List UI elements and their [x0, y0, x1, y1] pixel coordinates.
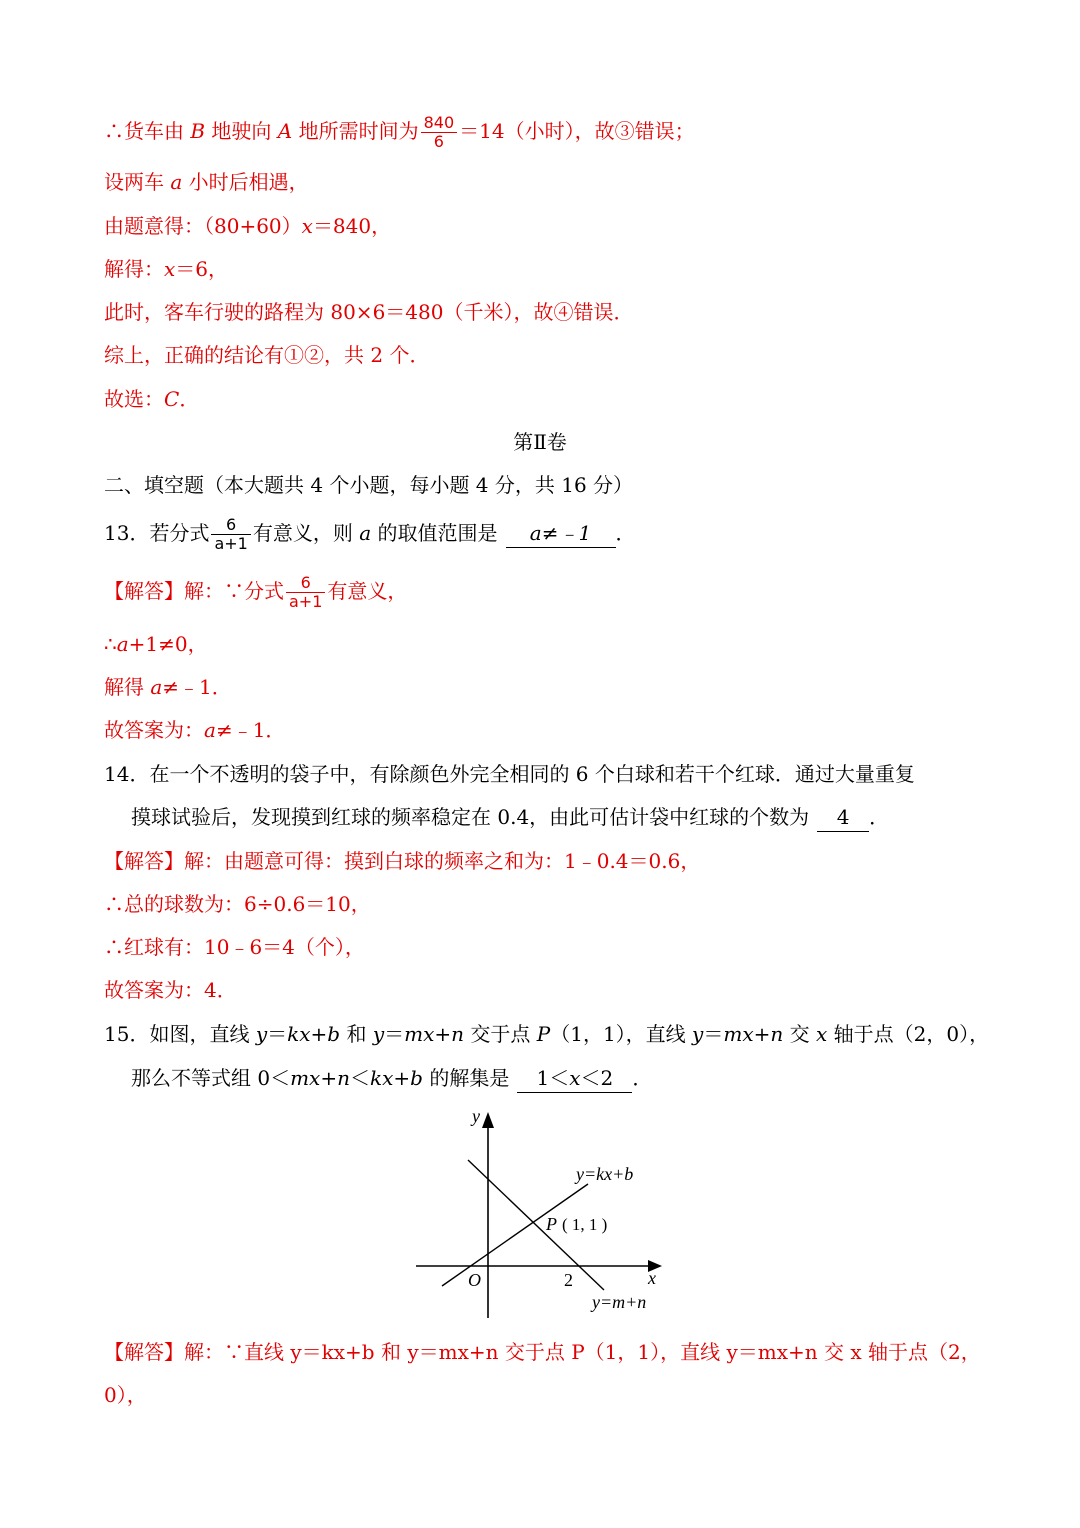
- x-axis-label: x: [648, 1268, 656, 1288]
- solution-line-choice: 故选：C．: [104, 387, 200, 411]
- y-axis-arrow: [482, 1112, 494, 1128]
- section-heading: 二、填空题（本大题共 4 个小题，每小题 4 分，共 16 分）: [104, 473, 634, 497]
- solution-line-summary: 综上，正确的结论有①②，共 2 个．: [104, 343, 430, 367]
- question-14-line1: 14．在一个不透明的袋子中，有除颜色外完全相同的 6 个白球和若干个红球．通过大量重复: [104, 762, 915, 786]
- solution-14-line3: ∴红球有：10﹣6＝4（个），: [104, 935, 365, 959]
- fraction-6-a1: $\frac{6}{a+1}$: [211, 516, 250, 553]
- coordinate-graph: [412, 1100, 672, 1320]
- answer-blank: a≠﹣1: [506, 519, 616, 548]
- answer-blank: 4: [817, 803, 869, 832]
- y-axis-label: y: [472, 1106, 480, 1126]
- answer-blank: 1＜x＜2: [517, 1064, 632, 1093]
- solution-14-line1: 【解答】解：由题意可得：摸到白球的频率之和为：1﹣0.4＝0.6，: [104, 849, 701, 873]
- solution-13-line3: 解得 a≠﹣1．: [104, 675, 232, 699]
- question-15-line2: 那么不等式组 0＜mx+n＜kx+b 的解集是 1＜x＜2 ．: [131, 1064, 652, 1093]
- solution-15-line1: 【解答】解：∵直线 y＝kx+b 和 y＝mx+n 交于点 P（1，1），直线 y＝mx+n 交 x 轴于点（2，: [104, 1340, 981, 1364]
- question-14-line2: 摸球试验后，发现摸到红球的频率稳定在 0.4，由此可估计袋中红球的个数为 4 ．: [131, 803, 889, 832]
- solution-line-solve: 解得：x＝6，: [104, 257, 229, 281]
- point-p-coords: ( 1, 1 ): [562, 1215, 608, 1234]
- point-p-label: P: [546, 1214, 557, 1234]
- solution-13-line2: ∴a+1≠0，: [104, 632, 208, 656]
- solution-14-line4: 故答案为：4．: [104, 978, 237, 1002]
- line2-label: y=m+n: [592, 1292, 647, 1312]
- question-15-line1: 15．如图，直线 y＝kx+b 和 y＝mx+n 交于点 P（1，1），直线 y＝mx+n 交 x 轴于点（2，0），: [104, 1022, 990, 1046]
- solution-line-distance: 此时，客车行驶的路程为 80×6＝480（千米），故④错误．: [104, 300, 634, 324]
- fraction-6-a1: $\frac{6}{a+1}$: [286, 574, 325, 611]
- solution-13-line1: 【解答】解：∵分式 $\frac{6}{a+1}$ 有意义，: [104, 573, 408, 611]
- line1-label: y=kx+b: [576, 1164, 634, 1184]
- solution-line-assume: 设两车 a 小时后相遇，: [104, 170, 309, 194]
- solution-line-time: ∴货车由 B 地驶向 A 地所需时间为 $\frac{840}{6}$ ＝14（小时），故③错误；: [104, 113, 695, 151]
- origin-label: O: [468, 1270, 481, 1290]
- solution-13-line4: 故答案为：a≠﹣1．: [104, 718, 286, 742]
- x-tick-label: 2: [564, 1270, 573, 1290]
- fraction-840-6: $\frac{840}{6}$: [421, 114, 458, 151]
- solution-15-line2: 0），: [104, 1383, 147, 1407]
- section-title: 第Ⅱ卷: [513, 430, 567, 454]
- question-13: 13．若分式 $\frac{6}{a+1}$ 有意义，则 a 的取值范围是 a≠﹣1 ．: [104, 515, 636, 553]
- solution-line-equation: 由题意得：（80+60）x＝840，: [104, 214, 392, 238]
- solution-14-line2: ∴总的球数为：6÷0.6＝10，: [104, 892, 371, 916]
